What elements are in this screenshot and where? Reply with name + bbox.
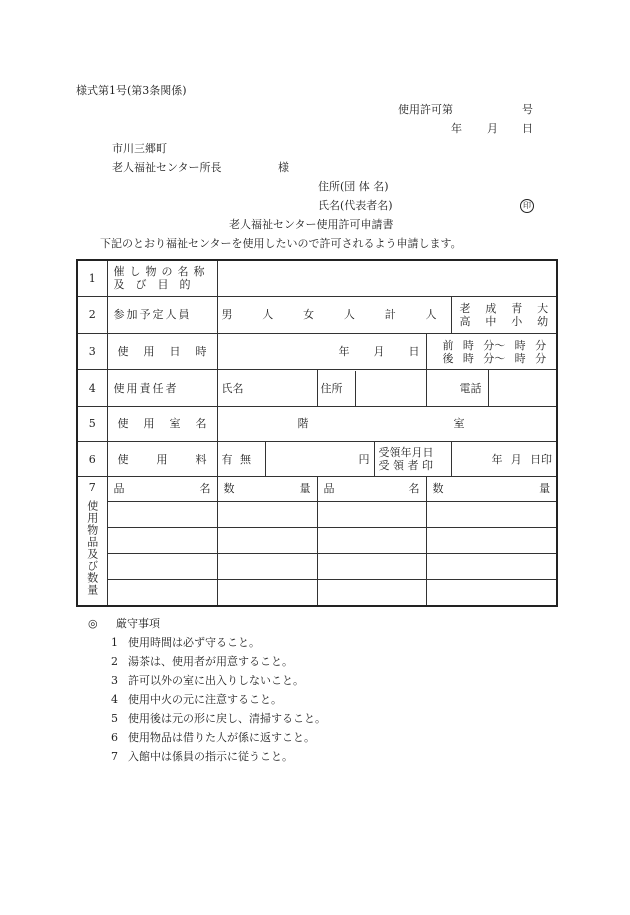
rule-item: 3 許可以外の室に出入りしないこと。	[111, 674, 304, 687]
fee-label: 使 用 料	[107, 442, 217, 477]
fee-amount-field[interactable]: 円	[265, 442, 374, 477]
rules-section	[88, 617, 326, 769]
rule-item: 7 入館中は係員の指示に従うこと。	[111, 750, 293, 763]
date-day-label: 日	[522, 122, 533, 135]
items-side-label: 使用物品及び数量	[85, 500, 99, 597]
permit-number-suffix: 号	[522, 103, 533, 116]
fee-status[interactable]: 有 無	[217, 442, 265, 477]
item-name-cell[interactable]	[107, 501, 217, 527]
permit-number-label: 使用許可第	[398, 103, 453, 116]
item-qty-cell[interactable]	[426, 580, 557, 606]
time-field[interactable]: 前 時 分〜 時 分 後 時 分〜 時 分	[426, 334, 557, 370]
item-qty-cell[interactable]	[217, 553, 317, 579]
event-input[interactable]	[217, 260, 557, 296]
date-field[interactable]: 年 月 日	[217, 334, 426, 370]
item-qty-cell[interactable]	[217, 527, 317, 553]
item-qty-cell[interactable]	[426, 527, 557, 553]
item-name-cell[interactable]	[107, 580, 217, 606]
item-qty-cell[interactable]	[217, 580, 317, 606]
rules-heading-text: 厳守事項	[116, 617, 160, 630]
items-col-qty-1: 数 量	[217, 477, 317, 501]
responsible-label: 使用責任者	[107, 370, 217, 406]
items-col-name-1: 品 名	[107, 477, 217, 501]
intro-text: 下記のとおり福祉センターを使用したいので許可されるよう申請します。	[100, 237, 462, 250]
rule-item: 2 湯茶は、使用者が用意すること。	[111, 655, 293, 668]
age-groups: 老 成 青 大 高 中 小 幼	[451, 296, 557, 333]
addressee-honorific: 様	[278, 161, 289, 174]
rule-item: 5 使用後は元の形に戻し、清掃すること。	[111, 712, 326, 725]
rule-item: 6 使用物品は借りた人が係に返すこと。	[111, 731, 315, 744]
row-number: 2	[77, 296, 107, 333]
row-event	[77, 260, 557, 296]
items-col-name-2: 品 名	[317, 477, 426, 501]
receipt-labels: 受領年月日 受 領 者 印	[374, 442, 451, 477]
row-number: 3	[77, 334, 107, 370]
item-name-cell[interactable]	[317, 580, 426, 606]
items-row	[77, 527, 557, 553]
date-year-label: 年	[451, 122, 462, 135]
responsible-phone-label: 電話	[426, 370, 488, 406]
item-qty-cell[interactable]	[217, 501, 317, 527]
responsible-address-field[interactable]: 住所	[317, 370, 426, 406]
application-form-table	[76, 259, 558, 607]
addressee-town: 市川三郷町	[112, 142, 167, 155]
row-number: 4	[77, 370, 107, 406]
responsible-name-field[interactable]: 氏名	[217, 370, 317, 406]
row-fee	[77, 442, 557, 477]
item-name-cell[interactable]	[317, 527, 426, 553]
row-datetime	[77, 334, 557, 370]
items-row	[77, 580, 557, 606]
items-row	[77, 553, 557, 579]
rules-heading-mark: ◎	[88, 617, 98, 630]
participants-label: 参加予定人員	[107, 296, 217, 333]
document-title: 老人福祉センター使用許可申請書	[229, 218, 394, 231]
rule-item: 1 使用時間は必ず守ること。	[111, 636, 260, 649]
date-month-label: 月	[487, 122, 498, 135]
rules-heading	[88, 617, 326, 636]
row-participants	[77, 296, 557, 333]
event-label	[107, 260, 217, 296]
items-col-qty-2: 数 量	[426, 477, 557, 501]
items-side-cell: 7 使用物品及び数量	[77, 477, 107, 606]
participants-counts[interactable]: 男 人 女 人 計 人	[217, 296, 451, 333]
item-qty-cell[interactable]	[426, 501, 557, 527]
receipt-date-field[interactable]: 年 月 日印	[451, 442, 557, 477]
items-row	[77, 501, 557, 527]
form-label: 様式第1号(第3条関係)	[76, 84, 187, 97]
event-label-line2: 及 び 目 的	[113, 278, 191, 292]
item-name-cell[interactable]	[107, 527, 217, 553]
row-number: 5	[77, 406, 107, 441]
rule-item: 4 使用中火の元に注意すること。	[111, 693, 282, 706]
applicant-address-label: 住所(団 体 名)	[318, 180, 389, 193]
room-field[interactable]: 階 室	[217, 406, 557, 441]
room-label: 使 用 室 名	[107, 406, 217, 441]
event-label-line1: 催し物の名称	[113, 265, 210, 279]
row-number: 1	[77, 260, 107, 296]
row-responsible	[77, 370, 557, 406]
item-name-cell[interactable]	[317, 553, 426, 579]
item-name-cell[interactable]	[317, 501, 426, 527]
applicant-name-label: 氏名(代表者名)	[318, 199, 393, 212]
item-qty-cell[interactable]	[426, 553, 557, 579]
item-name-cell[interactable]	[107, 553, 217, 579]
datetime-label: 使 用 日 時	[107, 334, 217, 370]
responsible-phone-field[interactable]	[488, 370, 557, 406]
row-room	[77, 406, 557, 441]
row-number: 6	[77, 442, 107, 477]
addressee-center: 老人福祉センター所長	[112, 161, 222, 174]
seal-mark: 印	[520, 198, 534, 213]
row-items-header	[77, 477, 557, 501]
